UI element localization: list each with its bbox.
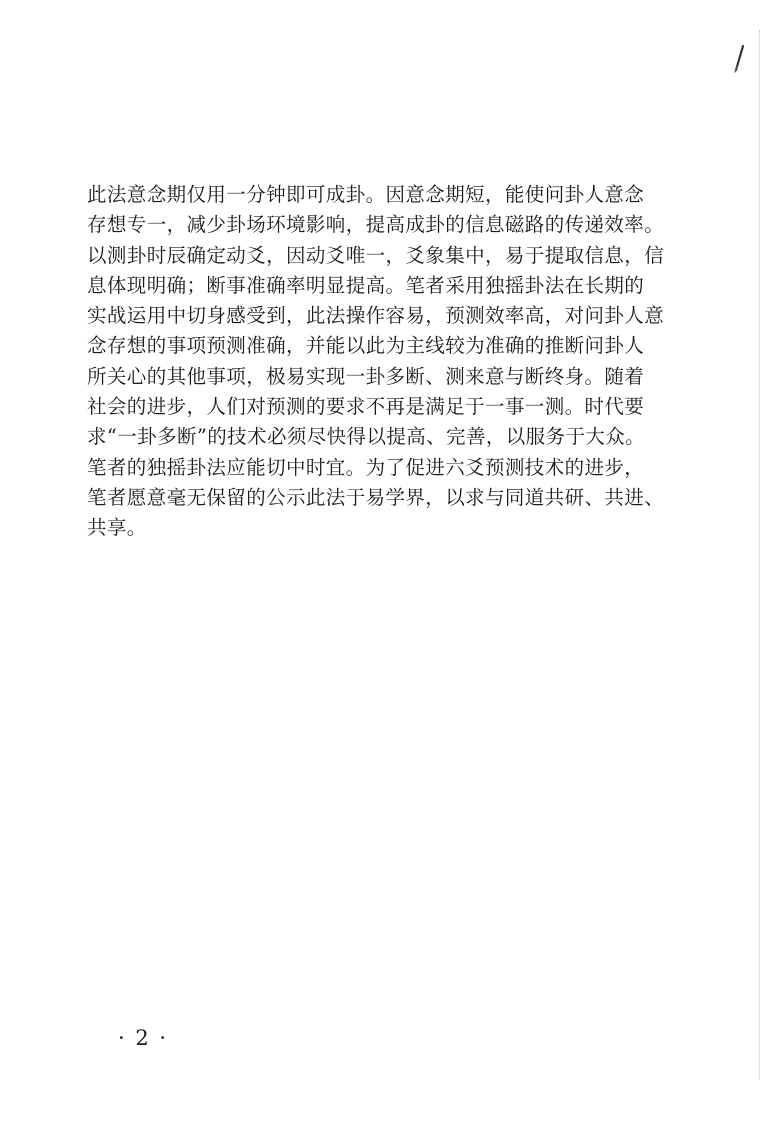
text-line: 所关心的其他事项，极易实现一卦多断、测来意与断终身。随着 bbox=[87, 364, 645, 388]
text-line: 存想专一，减少卦场环境影响，提高成卦的信息磁路的传递效率。 bbox=[87, 213, 665, 237]
text-line: 笔者的独摇卦法应能切中时宜。为了促进六爻预测技术的进步， bbox=[87, 455, 645, 479]
text-line: 念存想的事项预测准确，并能以此为主线较为准确的推断问卦人 bbox=[87, 334, 645, 358]
text-line: 此法意念期仅用一分钟即可成卦。因意念期短，能使问卦人意念 bbox=[87, 183, 645, 206]
pencil-mark-icon bbox=[733, 44, 745, 74]
text-line: 笔者愿意毫无保留的公示此法于易学界，以求与同道共研、共进、 bbox=[87, 485, 665, 509]
page-number: · 2 · bbox=[118, 1026, 169, 1050]
text-line: 息体现明确；断事准确率明显提高。笔者采用独摇卦法在长期的 bbox=[87, 273, 645, 297]
body-paragraph bbox=[87, 180, 693, 544]
text-line: 实战运用中切身感受到，此法操作容易，预测效率高，对问卦人意 bbox=[87, 304, 665, 328]
text-line: 共享。 bbox=[87, 516, 147, 540]
text-line: 社会的进步，人们对预测的要求不再是满足于一事一测。时代要 bbox=[87, 395, 645, 419]
scan-edge bbox=[759, 30, 770, 1080]
text-line: 以测卦时辰确定动爻，因动爻唯一，爻象集中，易于提取信息，信 bbox=[87, 243, 665, 267]
text-line: 求“一卦多断”的技术必须尽快得以提高、完善，以服务于大众。 bbox=[87, 425, 646, 449]
